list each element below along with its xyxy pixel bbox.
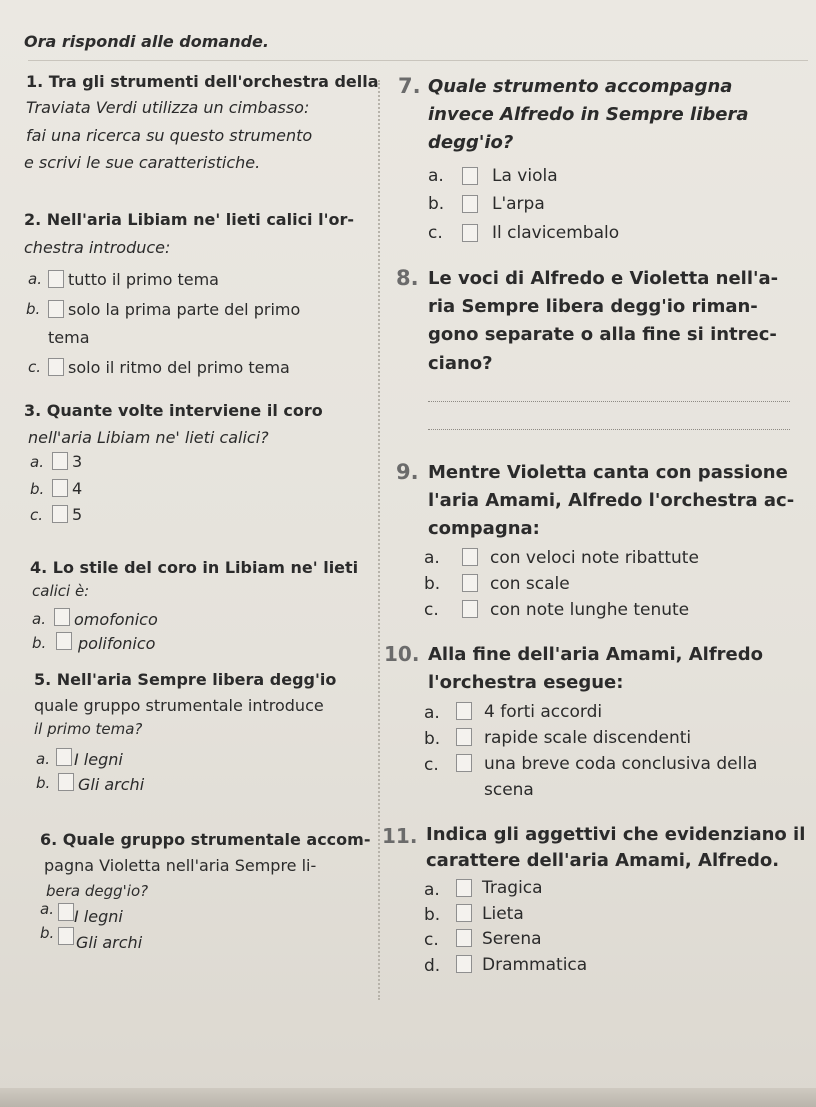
q8-answer-line-2[interactable] xyxy=(428,429,790,430)
q5-line2: quale gruppo strumentale introduce xyxy=(34,696,324,715)
q5-a-text: I legni xyxy=(74,750,123,769)
q3-c-checkbox[interactable] xyxy=(52,505,68,523)
q10-c-letter: c. xyxy=(424,755,439,775)
q11-c-letter: c. xyxy=(424,930,439,950)
q2-c-letter: c. xyxy=(28,358,42,376)
q9-a-letter: a. xyxy=(424,548,440,568)
q9-c-letter: c. xyxy=(424,600,439,620)
q3-b-letter: b. xyxy=(30,480,45,498)
q9-line3: compagna: xyxy=(428,518,540,539)
q9-a-text: con veloci note ribattute xyxy=(490,548,699,568)
q5-b-checkbox[interactable] xyxy=(58,773,74,791)
q6-b-letter: b. xyxy=(40,924,55,942)
q1-line3: fai una ricerca su questo strumento xyxy=(26,126,313,145)
q5-a-letter: a. xyxy=(36,750,50,768)
q11-number: 11. xyxy=(382,824,418,848)
q3-line2: nell'aria Libiam ne' lieti calici? xyxy=(28,428,269,447)
q4-b-letter: b. xyxy=(32,634,47,652)
q8-line1: Le voci di Alfredo e Violetta nell'a- xyxy=(428,268,779,289)
q9-number: 9. xyxy=(396,460,419,484)
q9-b-text: con scale xyxy=(490,574,570,594)
q4-line2: calici è: xyxy=(32,582,90,600)
q6-a-letter: a. xyxy=(40,900,54,918)
q11-d-text: Drammatica xyxy=(482,955,588,975)
q11-b-checkbox[interactable] xyxy=(456,904,472,922)
q11-b-letter: b. xyxy=(424,905,441,925)
q10-a-checkbox[interactable] xyxy=(456,702,472,720)
q7-line2: invece Alfredo in Sempre libera xyxy=(428,104,749,125)
q3-a-text: 3 xyxy=(72,452,83,471)
q5-a-checkbox[interactable] xyxy=(56,748,72,766)
q11-a-checkbox[interactable] xyxy=(456,879,472,897)
q8-line3: gono separate o alla fine si intrec- xyxy=(428,324,777,345)
q2-a-letter: a. xyxy=(28,270,42,288)
q11-d-letter: d. xyxy=(424,956,441,976)
q1-line2: Traviata Verdi utilizza un cimbasso: xyxy=(26,98,310,117)
q2-c-text: solo il ritmo del primo tema xyxy=(68,358,290,377)
q11-c-text: Serena xyxy=(482,929,542,949)
q9-b-checkbox[interactable] xyxy=(462,574,478,592)
q8-answer-line-1[interactable] xyxy=(428,401,790,402)
q6-a-text: I legni xyxy=(74,907,123,926)
q9-c-text: con note lunghe tenute xyxy=(490,600,690,620)
q10-c-text2: scena xyxy=(484,780,534,800)
q10-c-checkbox[interactable] xyxy=(456,754,472,772)
q2-b-letter: b. xyxy=(26,300,41,318)
q4-b-text: polifonico xyxy=(78,634,156,653)
q3-a-letter: a. xyxy=(30,453,44,471)
q2-line1: 2. Nell'aria Libiam ne' lieti calici l'or- xyxy=(24,210,355,229)
q8-line2: ria Sempre libera degg'io riman- xyxy=(428,296,758,317)
q7-b-letter: b. xyxy=(428,194,445,214)
q10-a-letter: a. xyxy=(424,703,440,723)
q7-c-letter: c. xyxy=(428,223,443,243)
q10-line2: l'orchestra esegue: xyxy=(428,672,624,693)
q7-b-checkbox[interactable] xyxy=(462,195,478,213)
q7-a-checkbox[interactable] xyxy=(462,167,478,185)
page-bottom-edge xyxy=(0,1088,816,1107)
q7-c-checkbox[interactable] xyxy=(462,224,478,242)
q10-c-text1: una breve coda conclusiva della xyxy=(484,754,758,774)
q10-line1: Alla fine dell'aria Amami, Alfredo xyxy=(428,644,763,665)
q7-a-text: La viola xyxy=(492,166,558,186)
q2-a-checkbox[interactable] xyxy=(48,270,64,288)
q7-c-text: Il clavicembalo xyxy=(492,223,620,243)
q5-line3: il primo tema? xyxy=(34,720,143,738)
q5-b-letter: b. xyxy=(36,774,51,792)
q11-d-checkbox[interactable] xyxy=(456,955,472,973)
q7-a-letter: a. xyxy=(428,166,444,186)
q9-c-checkbox[interactable] xyxy=(462,600,478,618)
q10-b-checkbox[interactable] xyxy=(456,728,472,746)
q11-a-letter: a. xyxy=(424,880,440,900)
q7-line3: degg'io? xyxy=(428,132,514,153)
q9-line2: l'aria Amami, Alfredo l'orchestra ac- xyxy=(428,490,795,511)
q6-a-checkbox[interactable] xyxy=(58,903,74,921)
header-divider xyxy=(28,60,808,61)
q10-a-text: 4 forti accordi xyxy=(484,702,603,722)
q8-number: 8. xyxy=(396,266,419,290)
q7-b-text: L'arpa xyxy=(492,194,545,214)
q3-line1: 3. Quante volte interviene il coro xyxy=(24,401,323,420)
q10-number: 10. xyxy=(384,642,420,666)
q3-b-text: 4 xyxy=(72,479,83,498)
q5-b-text: Gli archi xyxy=(78,775,145,794)
q7-line1: Quale strumento accompagna xyxy=(428,76,733,97)
q6-line2: pagna Violetta nell'aria Sempre li- xyxy=(44,856,317,875)
q4-a-text: omofonico xyxy=(74,610,158,629)
q9-b-letter: b. xyxy=(424,574,441,594)
q4-a-checkbox[interactable] xyxy=(54,608,70,626)
q4-line1: 4. Lo stile del coro in Libiam ne' lieti xyxy=(30,558,359,577)
q3-c-text: 5 xyxy=(72,505,83,524)
q2-line2: chestra introduce: xyxy=(24,238,171,257)
q6-b-checkbox[interactable] xyxy=(58,927,74,945)
q11-a-text: Tragica xyxy=(482,878,543,898)
q3-a-checkbox[interactable] xyxy=(52,452,68,470)
q2-c-checkbox[interactable] xyxy=(48,358,64,376)
q1-line4: e scrivi le sue caratteristiche. xyxy=(24,153,261,172)
q6-line3: bera degg'io? xyxy=(46,882,149,900)
q11-line2: carattere dell'aria Amami, Alfredo. xyxy=(426,850,780,871)
q4-b-checkbox[interactable] xyxy=(56,632,72,650)
q10-b-text: rapide scale discendenti xyxy=(484,728,692,748)
q11-line1: Indica gli aggettivi che evidenziano il xyxy=(426,824,806,845)
q6-line1: 6. Quale gruppo strumentale accom- xyxy=(40,830,371,849)
q8-line4: ciano? xyxy=(428,353,493,374)
q7-number: 7. xyxy=(398,74,421,98)
q2-b-text2: tema xyxy=(48,328,90,347)
q4-a-letter: a. xyxy=(32,610,46,628)
q9-line1: Mentre Violetta canta con passione xyxy=(428,462,788,483)
q10-b-letter: b. xyxy=(424,729,441,749)
column-divider xyxy=(378,80,380,1000)
q2-a-text: tutto il primo tema xyxy=(68,270,219,289)
q11-c-checkbox[interactable] xyxy=(456,929,472,947)
q11-b-text: Lieta xyxy=(482,904,524,924)
q2-b-checkbox[interactable] xyxy=(48,300,64,318)
q1-line1: 1. Tra gli strumenti dell'orchestra della xyxy=(26,72,379,91)
q5-line1: 5. Nell'aria Sempre libera degg'io xyxy=(34,670,337,689)
header-instruction: Ora rispondi alle domande. xyxy=(24,32,269,51)
q3-b-checkbox[interactable] xyxy=(52,479,68,497)
q3-c-letter: c. xyxy=(30,506,44,524)
q9-a-checkbox[interactable] xyxy=(462,548,478,566)
q6-b-text: Gli archi xyxy=(76,933,143,952)
q2-b-text1: solo la prima parte del primo xyxy=(68,300,301,319)
